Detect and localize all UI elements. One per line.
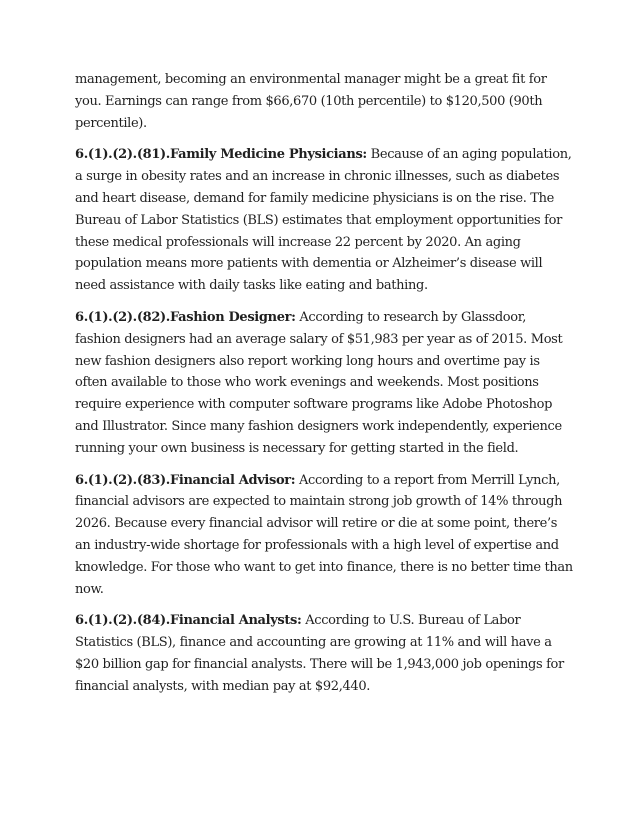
paragraph-heading: 6.(1).(2).(81).Family Medicine Physicians:	[75, 147, 367, 163]
paragraph-text: management, becoming an environmental manager might be a great fit for you. Earnings can range from $66,670 (10th percentile) to $120,500 (90th percentile).	[75, 72, 547, 131]
paragraph-text: According to a report from Merrill Lynch, financial advisors are expected to maintain strong job growth of 14% through 2026. Because every financial advisor will retire or die at some point, there’s an industry-wide shortage for professionals with a high level of expertise and knowledge. For those who want to get into finance, there is no better time than now.	[75, 472, 573, 597]
paragraph-financial-analysts	[75, 610, 575, 697]
paragraph-heading: 6.(1).(2).(82).Fashion Designer:	[75, 309, 296, 325]
paragraph-family-medicine-physicians	[75, 144, 575, 297]
document-page	[75, 69, 575, 708]
paragraph-fashion-designer	[75, 307, 575, 460]
paragraph-text: According to research by Glassdoor, fashion designers had an average salary of $51,983 per year as of 2015. Most new fashion designers also report working long hours and overtime pay is often available to those who work evenings and weekends. Most positions require experience with computer software programs like Adobe Photoshop and Illustrator. Since many fashion designers work independently, experience running your own business is necessary for getting started in the field.	[75, 309, 563, 456]
paragraph-environmental-manager	[75, 69, 575, 134]
paragraph-financial-advisor	[75, 470, 575, 601]
paragraph-heading: 6.(1).(2).(83).Financial Advisor:	[75, 472, 296, 488]
paragraph-heading: 6.(1).(2).(84).Financial Analysts:	[75, 613, 302, 629]
paragraph-text: According to U.S. Bureau of Labor Statistics (BLS), finance and accounting are growing at 11% and will have a $20 billion gap for financial analysts. There will be 1,943,000 job openings for financial analysts, with median pay at $92,440.	[75, 613, 564, 694]
paragraph-text: Because of an aging population, a surge in obesity rates and an increase in chronic illnesses, such as diabetes and heart disease, demand for family medicine physicians is on the rise. The Bureau of Labor Statistics (BLS) estimates that employment opportunities for these medical professionals will increase 22 percent by 2020. An aging population means more patients with dementia or Alzheimer’s disease will need assistance with daily tasks like eating and bathing.	[75, 147, 572, 294]
